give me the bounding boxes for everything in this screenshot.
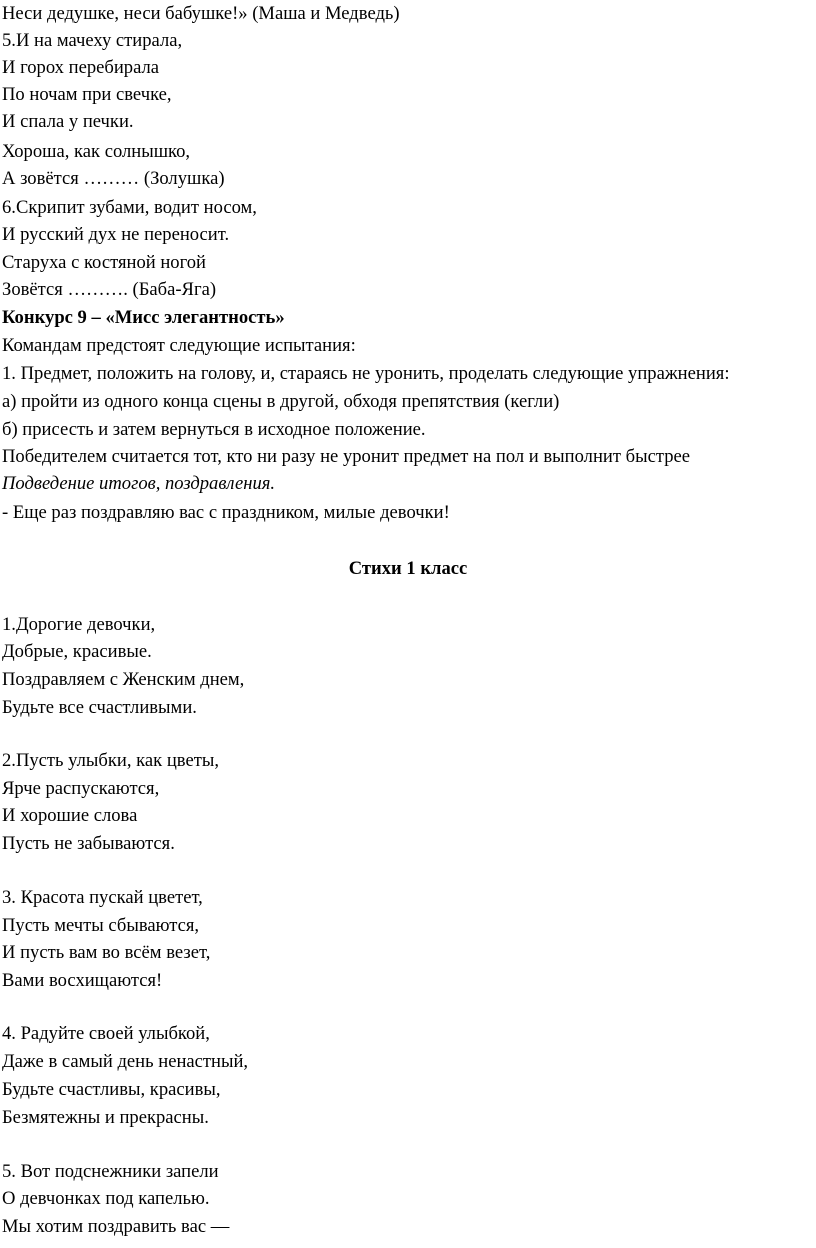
poem-line: 5. Вот подснежники запели	[2, 1161, 219, 1182]
document-page	[2, 0, 814, 1248]
poem-line: Добрые, красивые.	[2, 641, 152, 662]
riddle-line: Хороша, как солнышко,	[2, 141, 191, 162]
riddle-line: 5.И на мачеху стирала,	[2, 30, 183, 51]
contest-task: 1. Предмет, положить на голову, и, стараясь не уронить, проделать следующие упражнения:	[2, 363, 730, 384]
poem-line: Мы хотим поздравить вас —	[2, 1216, 230, 1237]
riddle-line: А зовётся ……… (Золушка)	[2, 168, 225, 189]
riddle-line: И горох перебирала	[2, 57, 160, 78]
poem-line: 1.Дорогие девочки,	[2, 614, 156, 635]
poem-line: Пусть не забываются.	[2, 833, 175, 854]
contest-task: б) присесть и затем вернуться в исходное положение.	[2, 419, 426, 440]
riddle-line: Неси дедушке, неси бабушке!» (Маша и Медведь)	[2, 3, 400, 24]
riddle-line: Зовётся ………. (Баба-Яга)	[2, 279, 217, 300]
contest-winner-rule: Победителем считается тот, кто ни разу не уронит предмет на пол и выполнит быстрее	[2, 446, 690, 467]
riddle-line: И русский дух не переносит.	[2, 224, 230, 245]
poem-line: 4. Радуйте своей улыбкой,	[2, 1023, 210, 1044]
poems-title: Стихи 1 класс	[348, 558, 468, 579]
contest-heading: Конкурс 9 – «Мисс элегантность»	[2, 307, 285, 328]
contest-intro: Командам предстоят следующие испытания:	[2, 335, 356, 356]
poem-line: И пусть вам во всём везет,	[2, 942, 211, 963]
poem-line: Поздравляем с Женским днем,	[2, 669, 245, 690]
poem-line: Безмятежны и прекрасны.	[2, 1107, 209, 1128]
riddle-line: И спала у печки.	[2, 111, 134, 132]
poem-line: Даже в самый день ненастный,	[2, 1051, 249, 1072]
poem-line: Вами восхищаются!	[2, 970, 163, 991]
contest-task: а) пройти из одного конца сцены в другой, обходя препятствия (кегли)	[2, 391, 560, 412]
contest-closing: - Еще раз поздравляю вас с праздником, милые девочки!	[2, 502, 450, 523]
riddle-line: 6.Скрипит зубами, водит носом,	[2, 197, 257, 218]
poem-line: О девчонках под капелью.	[2, 1188, 210, 1209]
poem-line: Пусть мечты сбываются,	[2, 915, 200, 936]
contest-summary: Подведение итогов, поздравления.	[2, 473, 276, 494]
riddle-line: По ночам при свечке,	[2, 84, 172, 105]
poem-line: 3. Красота пускай цветет,	[2, 887, 203, 908]
poem-line: Ярче распускаются,	[2, 778, 160, 799]
poem-line: Будьте все счастливыми.	[2, 697, 197, 718]
poem-line: Будьте счастливы, красивы,	[2, 1079, 221, 1100]
riddle-line: Старуха с костяной ногой	[2, 252, 207, 273]
poem-line: 2.Пусть улыбки, как цветы,	[2, 750, 219, 771]
poem-line: И хорошие слова	[2, 805, 138, 826]
